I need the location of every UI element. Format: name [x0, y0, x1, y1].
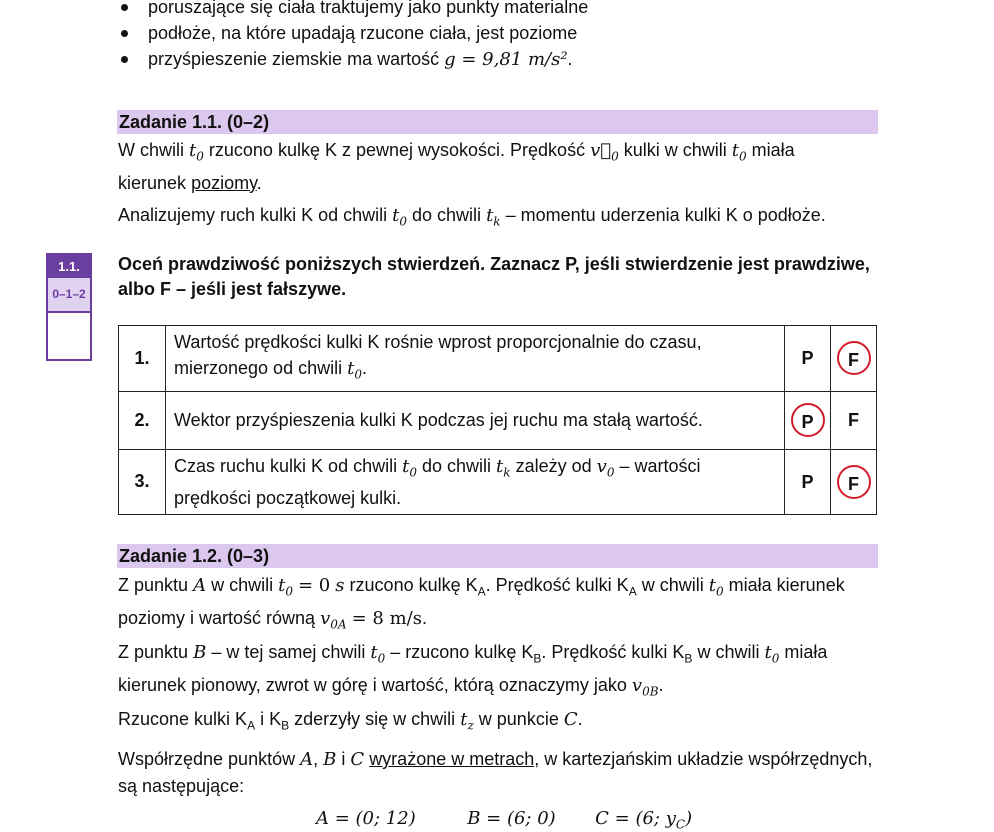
- row-number: 3.: [119, 449, 166, 515]
- statement-text: Wektor przyśpieszenia kulki K podczas jej ruchu ma stałą wartość.: [166, 391, 785, 449]
- selected-circle: F: [837, 465, 871, 499]
- bullet-text: poruszające się ciała traktujemy jako punkty materialne: [148, 0, 589, 17]
- statement-text: Czas ruchu kulki K od chwili $t_0$ do chwili $t_k$ zależy od $v_0$ – wartości prędkości początkowej kulki.: [166, 449, 785, 515]
- coord-c: C = (6; $y_C$): [595, 808, 693, 832]
- coordinates-line: [316, 808, 692, 832]
- task-number: 1.1.: [48, 255, 90, 278]
- list-item: [118, 20, 878, 46]
- list-item: przyśpieszenie ziemskie ma wartość g = 9,81 m/s².: [118, 46, 878, 72]
- task-1-2-paragraph-3: Rzucone kulki $K_A$ i $K_B$ zderzyły się w chwili $t_z$ w punkcie C.: [118, 709, 583, 733]
- task-1-1-paragraph-2: Analizujemy ruch kulki K od chwili $t_0$ do chwili $t_k$ – momentu uderzenia kulki K o podłoże.: [118, 205, 826, 229]
- table-row: [119, 326, 877, 392]
- task-1-1-header: Zadanie 1.1. (0–2): [117, 110, 878, 134]
- coord-a: A = (0; 12): [316, 808, 416, 829]
- table-row: [119, 391, 877, 449]
- bullet-text: podłoże, na które upadają rzucone ciała, jest poziome: [148, 23, 578, 43]
- list-item: [118, 0, 878, 20]
- task-1-1-instruction: Oceń prawdziwość poniższych stwierdzeń. Zaznacz P, jeśli stwierdzenie jest prawdziwe, albo F – jeśli jest fałszywe.: [118, 254, 870, 299]
- gravity-formula: g = 9,81 m/s²: [444, 49, 568, 70]
- task-1-2-header: Zadanie 1.2. (0–3): [117, 544, 878, 568]
- bullet-text: przyśpieszenie ziemskie ma wartość: [148, 49, 440, 69]
- option-f[interactable]: [831, 326, 877, 392]
- coord-b: B = (6; 0): [467, 808, 556, 829]
- true-false-table: [118, 325, 877, 515]
- option-f[interactable]: F: [831, 391, 877, 449]
- row-number: 1.: [119, 326, 166, 392]
- selected-circle: P: [791, 403, 825, 437]
- task-1-1-paragraph-1: W chwili $t_0$ rzucono kulkę K z pewnej wysokości. Prędkość $v⃗_0$ kulki w chwili $t_0$ miała kierunek poziomy.: [118, 140, 795, 193]
- task-1-2-paragraph-4: Współrzędne punktów A, B i C wyrażone w metrach, w kartezjańskim układzie współrzędnych, są następujące:: [118, 749, 873, 796]
- assumptions-list: [118, 0, 878, 72]
- option-p[interactable]: P: [785, 326, 831, 392]
- task-1-2-paragraph-1: Z punktu A w chwili $t_0 = 0$ s rzucono kulkę $K_A$. Prędkość kulki $K_A$ w chwili $t_0$ miała kierunek poziomy i wartość równą $v_{0A} = 8$ m/s.: [118, 575, 845, 632]
- selected-circle: F: [837, 341, 871, 375]
- option-p[interactable]: P: [785, 449, 831, 515]
- score-box: [46, 253, 92, 361]
- statement-text: Wartość prędkości kulki K rośnie wprost proporcjonalnie do czasu, mierzonego od chwili $t_0$.: [166, 326, 785, 392]
- option-p[interactable]: [785, 391, 831, 449]
- row-number: 2.: [119, 391, 166, 449]
- score-range: 0–1–2: [48, 278, 90, 313]
- option-f[interactable]: [831, 449, 877, 515]
- table-row: [119, 449, 877, 515]
- task-1-2-paragraph-2: Z punktu B – w tej samej chwili $t_0$ – rzucono kulkę $K_B$. Prędkość kulki $K_B$ w chwili $t_0$ miała kierunek pionowy, zwrot w górę i wartość, którą oznaczymy jako $v_{0B}$.: [118, 642, 828, 699]
